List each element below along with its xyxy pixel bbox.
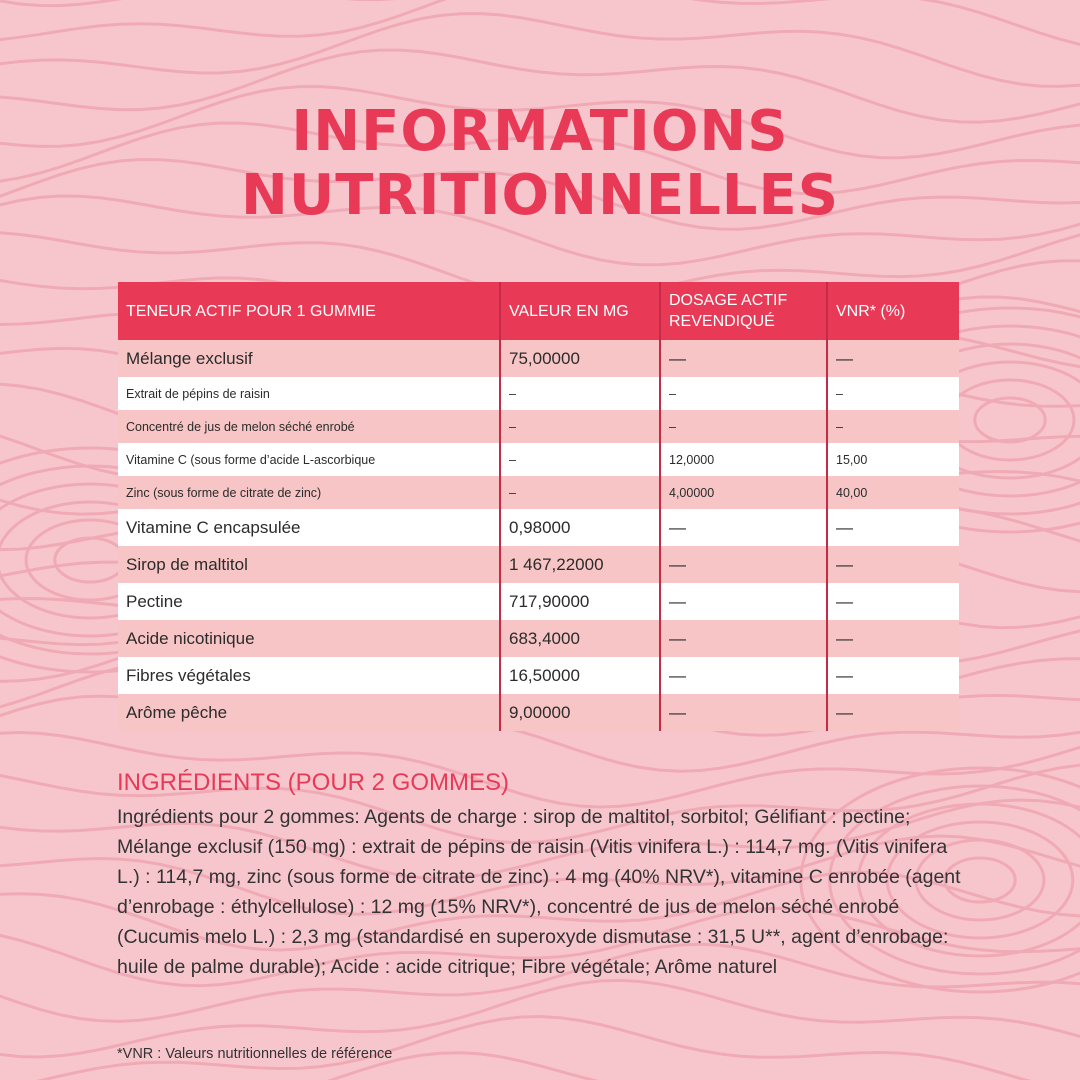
table-row	[118, 410, 959, 443]
cell-vnr: —	[827, 509, 959, 546]
table-row	[118, 377, 959, 410]
cell-ingredient: Zinc (sous forme de citrate de zinc)	[118, 476, 500, 509]
cell-value-mg: –	[500, 410, 660, 443]
cell-value-mg: 683,4000	[500, 620, 660, 657]
table-row	[118, 657, 959, 694]
cell-dosage: —	[660, 509, 827, 546]
cell-ingredient: Fibres végétales	[118, 657, 500, 694]
cell-dosage: 4,00000	[660, 476, 827, 509]
ingredients-title: INGRÉDIENTS (POUR 2 GOMMES)	[117, 769, 510, 796]
cell-vnr: 15,00	[827, 443, 959, 476]
table-row	[118, 340, 959, 377]
cell-value-mg: 9,00000	[500, 694, 660, 731]
cell-vnr: —	[827, 657, 959, 694]
cell-dosage: –	[660, 377, 827, 410]
cell-dosage: 12,0000	[660, 443, 827, 476]
vnr-footnote: *VNR : Valeurs nutritionnelles de référence	[117, 1046, 393, 1062]
cell-vnr: –	[827, 410, 959, 443]
table-row	[118, 476, 959, 509]
nutrition-table	[118, 282, 959, 731]
cell-ingredient: Acide nicotinique	[118, 620, 500, 657]
cell-value-mg: 75,00000	[500, 340, 660, 377]
table-row	[118, 546, 959, 583]
cell-ingredient: Concentré de jus de melon séché enrobé	[118, 410, 500, 443]
cell-vnr: —	[827, 583, 959, 620]
title-line-2: NUTRITIONNELLES	[240, 163, 840, 228]
cell-ingredient: Sirop de maltitol	[118, 546, 500, 583]
header-vnr-percent: VNR* (%)	[827, 282, 959, 340]
cell-value-mg: 717,90000	[500, 583, 660, 620]
table-header-row	[118, 282, 959, 340]
cell-vnr: —	[827, 694, 959, 731]
page-title	[0, 100, 1080, 228]
header-value-mg: VALEUR EN MG	[500, 282, 660, 340]
cell-dosage: —	[660, 657, 827, 694]
cell-ingredient: Vitamine C encapsulée	[118, 509, 500, 546]
table-row	[118, 509, 959, 546]
cell-dosage: —	[660, 583, 827, 620]
title-line-1: INFORMATIONS	[291, 99, 789, 164]
cell-ingredient: Vitamine C (sous forme d’acide L-ascorbique	[118, 443, 500, 476]
cell-dosage: —	[660, 694, 827, 731]
cell-value-mg: –	[500, 443, 660, 476]
cell-value-mg: 16,50000	[500, 657, 660, 694]
cell-ingredient: Pectine	[118, 583, 500, 620]
table-row	[118, 620, 959, 657]
cell-value-mg: 0,98000	[500, 509, 660, 546]
cell-vnr: —	[827, 546, 959, 583]
header-active-content: TENEUR ACTIF POUR 1 GUMMIE	[118, 282, 500, 340]
cell-dosage: —	[660, 546, 827, 583]
ingredients-text: Ingrédients pour 2 gommes: Agents de charge : sirop de maltitol, sorbitol; Gélifiant : pectine; Mélange exclusif (150 mg) : extrait de pépins de raisin (Vitis vinifera L.) : 114,7 mg. (Vitis vinifera L.) : 114,7 mg, zinc (sous forme de citrate de zinc) : 4 mg (40% NRV*), vitamine C enrobée (agent d’enrobage : éthylcellulose) : 12 mg (15% NRV*), concentré de jus de melon séché enrobé (Cucumis melo L.) : 2,3 mg (standardisé en superoxyde dismutase : 31,5 U**, agent d’enrobage: huile de palme durable); Acide : acide citrique; Fibre végétale; Arôme naturel	[117, 806, 961, 978]
cell-ingredient: Arôme pêche	[118, 694, 500, 731]
cell-dosage: –	[660, 410, 827, 443]
table-row	[118, 583, 959, 620]
cell-dosage: —	[660, 620, 827, 657]
header-claimed-dosage: DOSAGE ACTIF REVENDIQUÉ	[660, 282, 827, 340]
cell-vnr: —	[827, 620, 959, 657]
cell-ingredient: Mélange exclusif	[118, 340, 500, 377]
cell-value-mg: –	[500, 476, 660, 509]
cell-value-mg: 1 467,22000	[500, 546, 660, 583]
cell-dosage: —	[660, 340, 827, 377]
cell-vnr: —	[827, 340, 959, 377]
cell-vnr: –	[827, 377, 959, 410]
cell-value-mg: –	[500, 377, 660, 410]
table-row	[118, 694, 959, 731]
table-row	[118, 443, 959, 476]
cell-ingredient: Extrait de pépins de raisin	[118, 377, 500, 410]
cell-vnr: 40,00	[827, 476, 959, 509]
